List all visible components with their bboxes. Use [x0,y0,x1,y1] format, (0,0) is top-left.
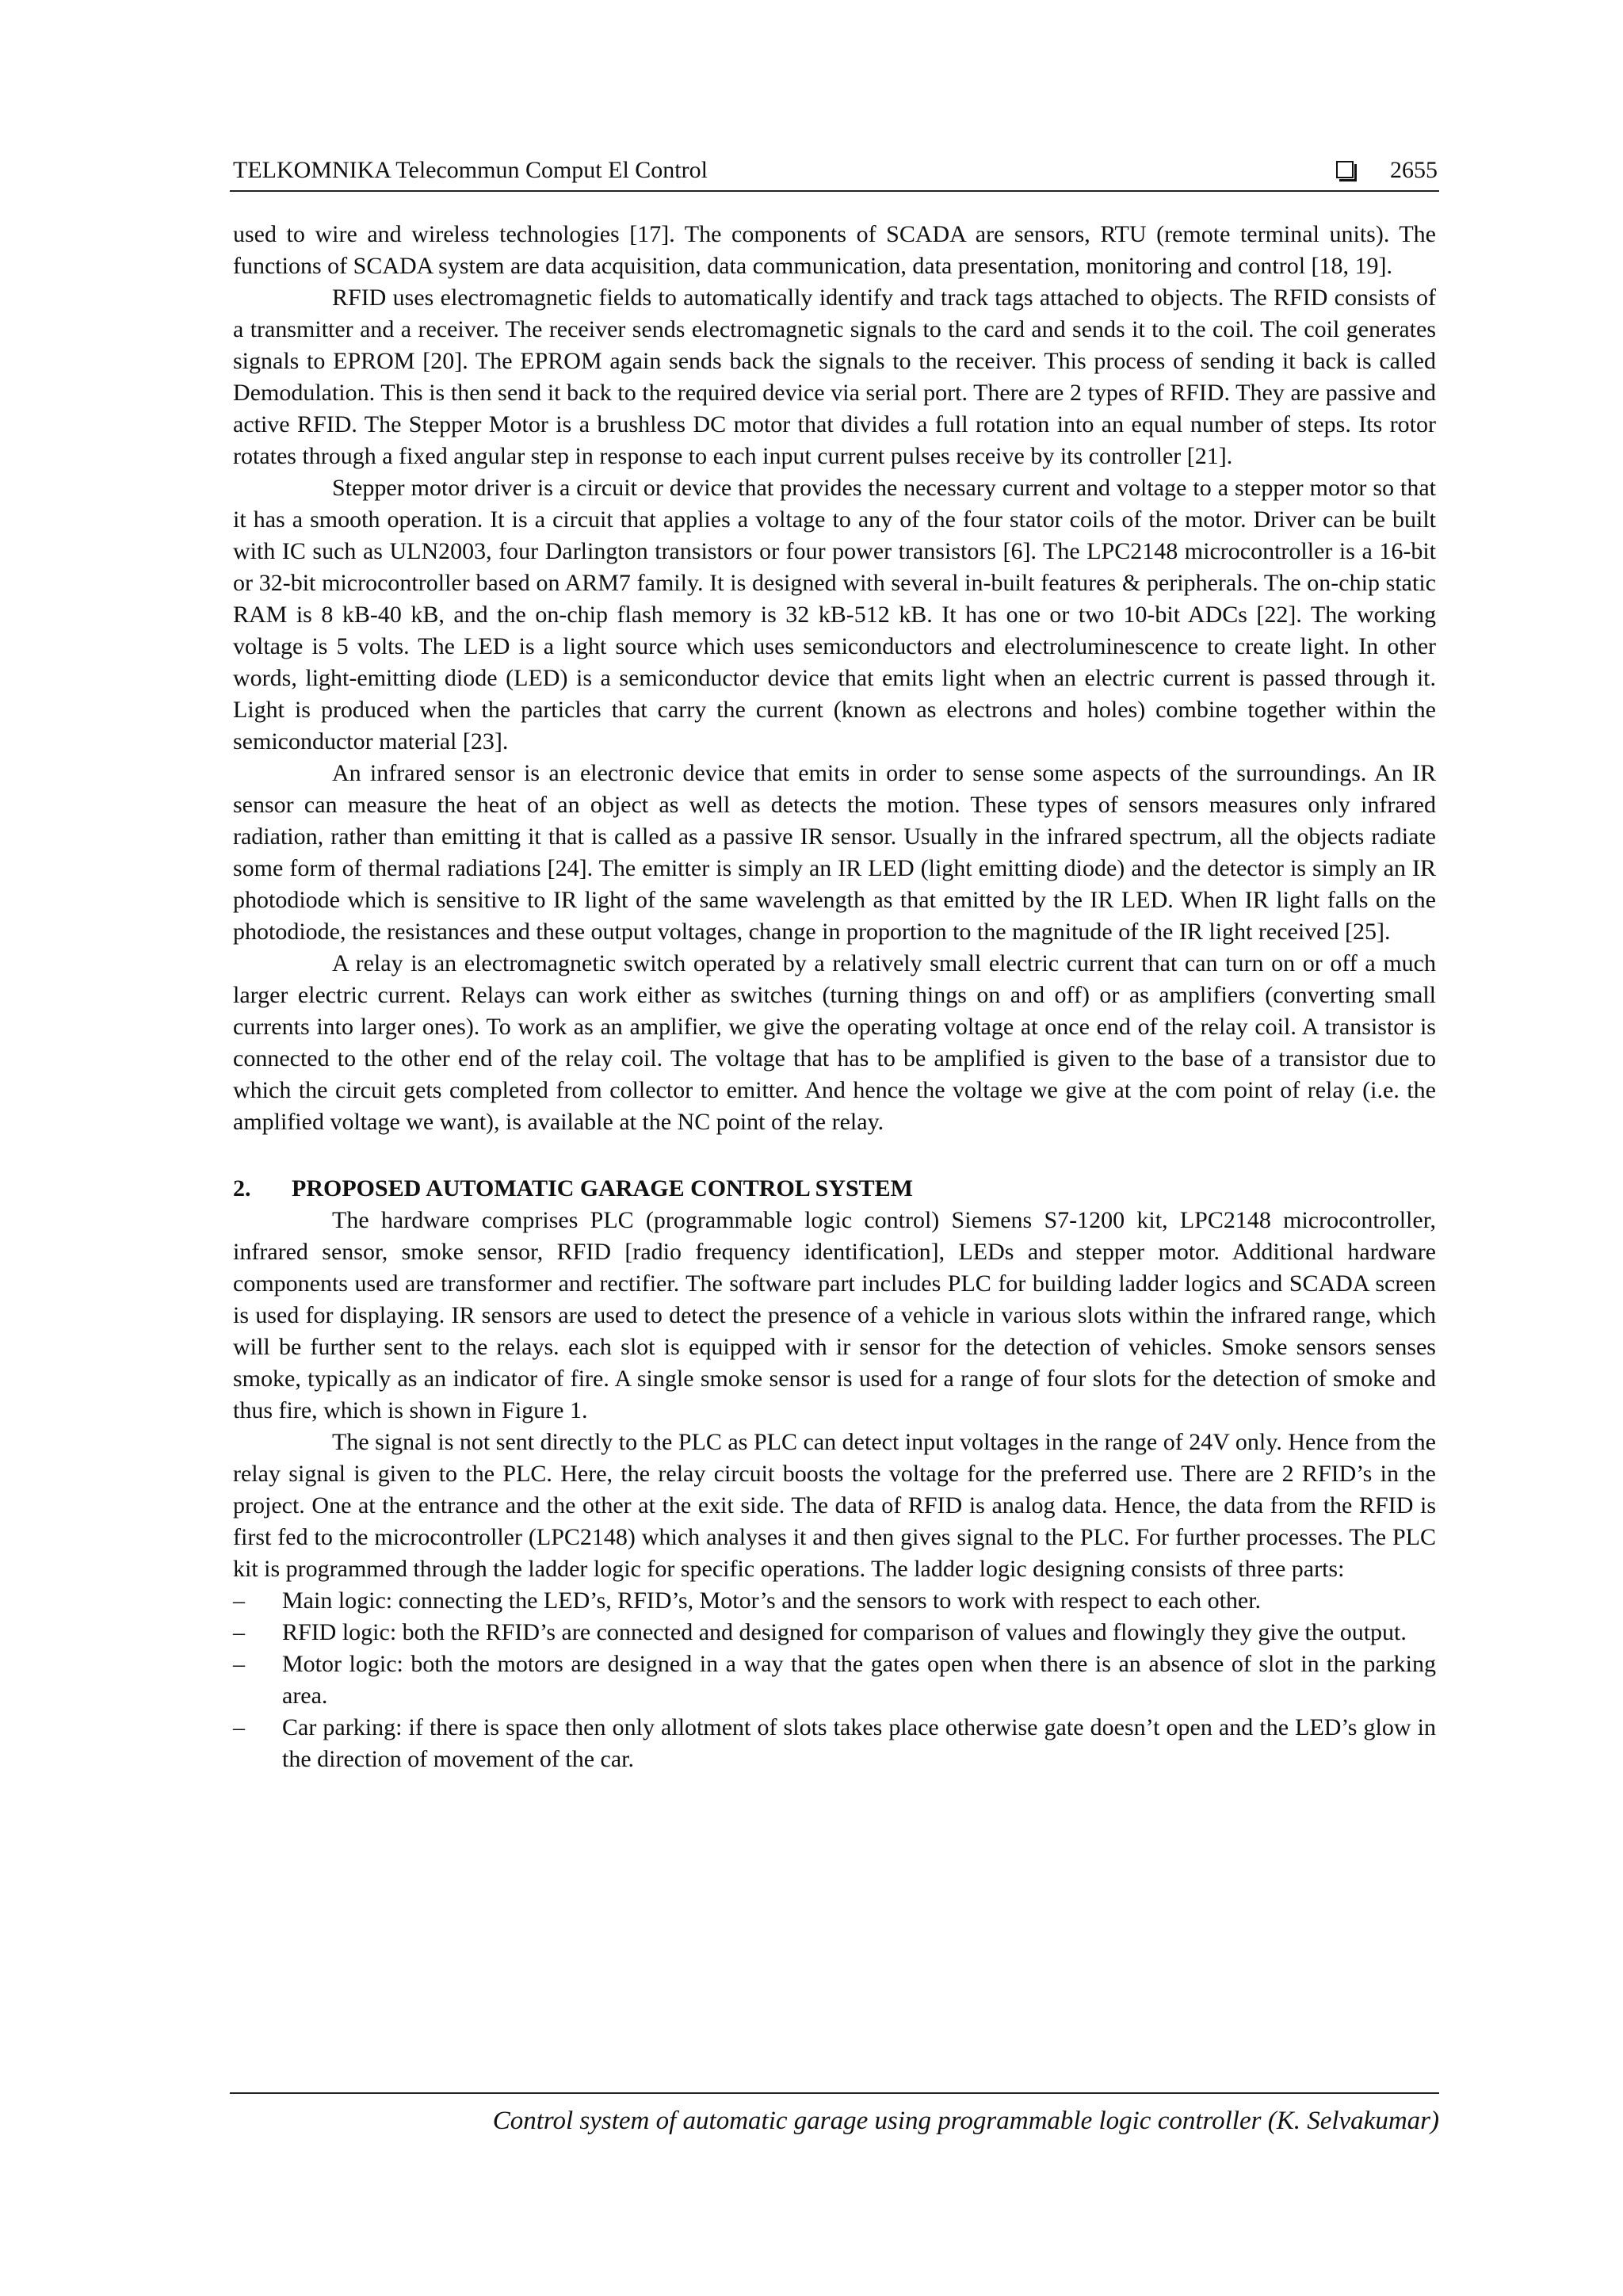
section-title: PROPOSED AUTOMATIC GARAGE CONTROL SYSTEM [292,1175,913,1201]
page-number: 2655 [1390,157,1438,183]
paragraph-continued: used to wire and wireless technologies [17]. The components of SCADA are sensors, RTU (remote terminal units). The functions of SCADA system are data acquisition, data communication, data presentation, monitoring and control [18, 19]. [233,221,1436,279]
list-item-text: Car parking: if there is space then only allotment of slots takes place otherwise gate doesn’t open and the LED’s glow in the direction of movement of the car. [282,1714,1436,1772]
dash-bullet: – [233,1587,245,1614]
paragraph-stepper-driver: Stepper motor driver is a circuit or device that provides the necessary current and voltage to a stepper motor so that it has a smooth operation. It is a circuit that applies a voltage to any of the four stator coils of the motor. Driver can be built with IC such as ULN2003, four Darlington transistors or four power transistors [6]. The LPC2148 microcontroller is a 16-bit or 32-bit microcontroller based on ARM7 family. It is designed with several in-built features & peripherals. The on-chip static RAM is 8 kB-40 kB, and the on-chip flash memory is 32 kB-512 kB. It has one or two 10-bit ADCs [22]. The working voltage is 5 volts. The LED is a light source which uses semiconductors and electroluminescence to create light. In other words, light-emitting diode (LED) is a semiconductor device that emits light when an electric current is passed through it. Light is produced when the particles that carry the current (known as electrons and holes) combine together within the semiconductor material [23]. [233,475,1436,755]
main-text [233,219,1436,1775]
running-header [230,151,1439,192]
ladder-logic-list [233,1585,1436,1775]
list-item [233,1648,1436,1712]
paragraph-signal: The signal is not sent directly to the PLC as PLC can detect input voltages in the range of 24V only. Hence from the relay signal is given to the PLC. Here, the relay circuit boosts the voltage for the preferred use. There are 2 RFID’s in the project. One at the entrance and the other at the exit side. The data of RFID is analog data. Hence, the data from the RFID is first fed to the microcontroller (LPC2148) which analyses it and then gives signal to the PLC. For further processes. The PLC kit is programmed through the ladder logic for specific operations. The ladder logic designing consists of three parts: [233,1429,1436,1582]
list-item [233,1585,1436,1617]
page [230,0,1439,2296]
paragraph-infrared-sensor: An infrared sensor is an electronic device that emits in order to sense some aspects of the surroundings. An IR sensor can measure the heat of an object as well as detects the motion. These types of sensors measures only infrared radiation, rather than emitting it that is called as a passive IR sensor. Usually in the infrared spectrum, all the objects radiate some form of thermal radiations [24]. The emitter is simply an IR LED (light emitting diode) and the detector is simply an IR photodiode which is sensitive to IR light of the same wavelength as that emitted by the IR LED. When IR light falls on the photodiode, the resistances and these output voltages, change in proportion to the magnitude of the IR light received [25]. [233,760,1436,945]
list-item-text: Main logic: connecting the LED’s, RFID’s, Motor’s and the sensors to work with respect to each other. [282,1587,1262,1614]
dash-bullet: – [233,1619,245,1645]
list-item [233,1617,1436,1648]
footer-citation: Control system of automatic garage using programmable logic controller (K. Selvakumar) [492,2107,1439,2135]
list-item [233,1712,1436,1775]
list-item-text: RFID logic: both the RFID’s are connected and designed for comparison of values and flowingly they give the output. [282,1619,1407,1645]
list-item-text: Motor logic: both the motors are designed in a way that the gates open when there is an absence of slot in the parking area. [282,1651,1436,1709]
journal-title: TELKOMNIKA Telecommun Comput El Control [233,157,708,183]
paragraph-relay: A relay is an electromagnetic switch operated by a relatively small electric current that can turn on or off a much larger electric current. Relays can work either as switches (turning things on and off) or as amplifiers (converting small currents into larger ones). To work as an amplifier, we give the operating voltage at once end of the relay coil. A transistor is connected to the other end of the relay coil. The voltage that has to be amplified is given to the base of a transistor due to which the circuit gets completed from collector to emitter. And hence the voltage we give at the com point of relay (i.e. the amplified voltage we want), is available at the NC point of the relay. [233,950,1436,1135]
section-heading [233,1173,1436,1205]
paragraph-hardware: The hardware comprises PLC (programmable logic control) Siemens S7-1200 kit, LPC2148 microcontroller, infrared sensor, smoke sensor, RFID [radio frequency identification], LEDs and stepper motor. Additional hardware components used are transformer and rectifier. The software part includes PLC for building ladder logics and SCADA screen is used for displaying. IR sensors are used to detect the presence of a vehicle in various slots within the infrared range, which will be further sent to the relays. each slot is equipped with ir sensor for the detection of vehicles. Smoke sensors senses smoke, typically as an indicator of fire. A single smoke sensor is used for a range of four slots for the detection of smoke and thus fire, which is shown in Figure 1. [233,1207,1436,1423]
paragraph-rfid: RFID uses electromagnetic fields to automatically identify and track tags attached to objects. The RFID consists of a transmitter and a receiver. The receiver sends electromagnetic signals to the card and sends it to the coil. The coil generates signals to EPROM [20]. The EPROM again sends back the signals to the receiver. This process of sending it back is called Demodulation. This is then send it back to the required device via serial port. There are 2 types of RFID. They are passive and active RFID. The Stepper Motor is a brushless DC motor that divides a full rotation into an equal number of steps. Its rotor rotates through a fixed angular step in response to each input current pulses receive by its controller [21]. [233,285,1436,469]
dash-bullet: – [233,1714,245,1740]
section-number: 2. [233,1175,251,1201]
square-bullet-icon [1336,161,1354,178]
dash-bullet: – [233,1651,245,1677]
running-footer [230,2092,1439,2138]
